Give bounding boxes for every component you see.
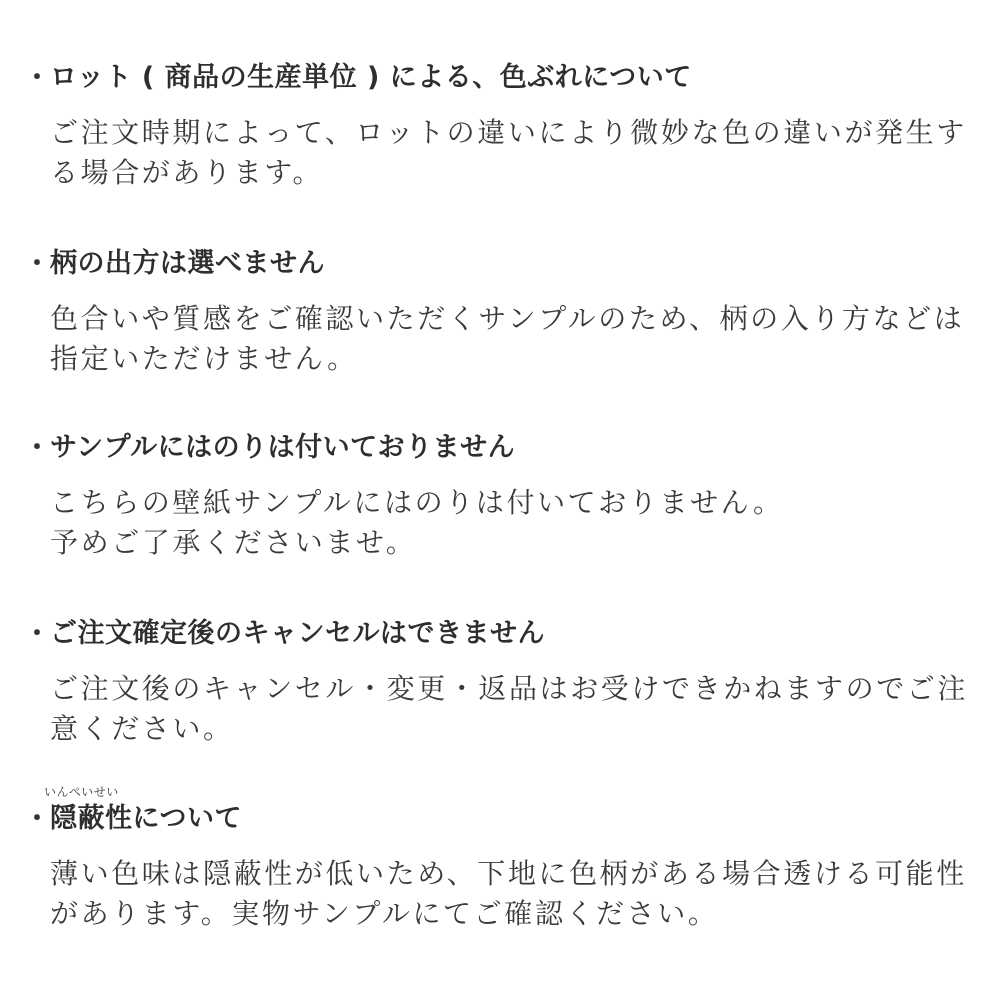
bullet: ・ bbox=[24, 249, 51, 279]
notice-body: 色合いや質感をご確認いただくサンプルのため、柄の入り方などは指定いただけません。 bbox=[50, 302, 965, 375]
bullet: ・ bbox=[24, 619, 51, 649]
notice-body bbox=[50, 483, 970, 563]
notice-heading: 隠蔽性について bbox=[50, 803, 242, 834]
notice-body: ご注文後のキャンセル・変更・返品はお受けできかねますのでご注意ください。 bbox=[50, 672, 969, 745]
bullet: ・ bbox=[24, 63, 51, 93]
notice-heading: サンプルにはのりは付いておりません bbox=[50, 432, 516, 463]
notice-heading: ロット ( 商品の生産単位 ) による、色ぶれについて bbox=[50, 62, 692, 93]
notice-body-line: こちらの壁紙サンプルにはのりは付いておりません。 bbox=[50, 486, 784, 519]
bullet: ・ bbox=[24, 804, 51, 834]
notice-body: ご注文時期によって、ロットの違いにより微妙な色の違いが発生する場合があります。 bbox=[50, 116, 967, 189]
notice-heading: 柄の出方は選べません bbox=[50, 248, 325, 279]
notice-heading-row bbox=[24, 58, 692, 98]
notice-heading-row bbox=[24, 614, 545, 654]
notice-heading-row bbox=[24, 244, 325, 284]
notice-heading-row bbox=[24, 428, 515, 468]
heading-ruby: いんぺいせい bbox=[44, 785, 119, 799]
bullet: ・ bbox=[24, 433, 51, 463]
notice-body-line: 予めご了承くださいませ。 bbox=[50, 526, 417, 559]
notice-body: 薄い色味は隠蔽性が低いため、下地に色柄がある場合透ける可能性があります。実物サンプルにてご確認ください。 bbox=[50, 857, 967, 930]
notice-heading-row bbox=[24, 799, 242, 839]
notice-heading: ご注文確定後のキャンセルはできません bbox=[50, 618, 545, 649]
